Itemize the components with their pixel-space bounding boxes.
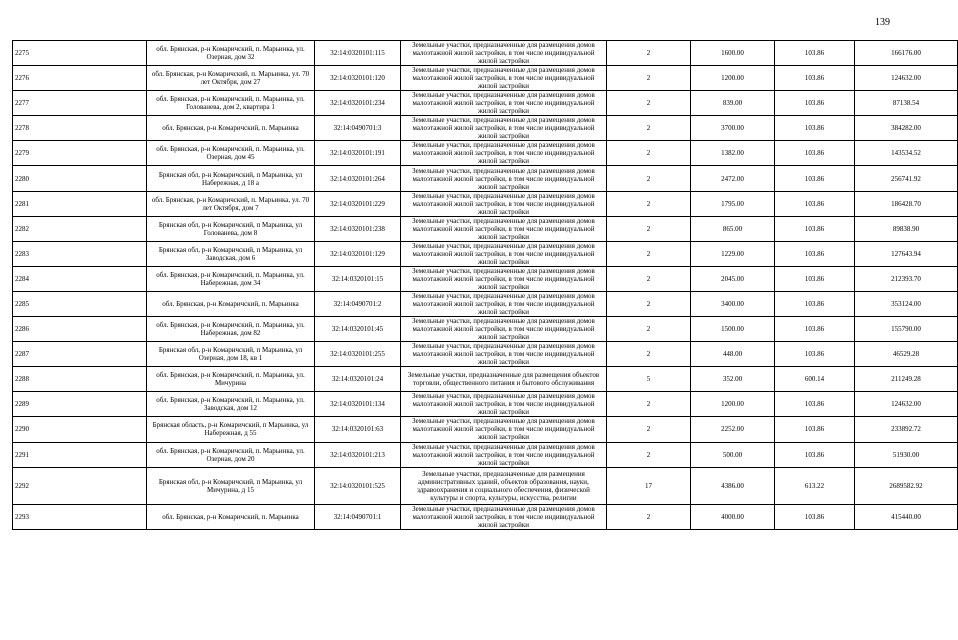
land-use-cell: Земельные участки, предназначенные для размещения домов малоэтажной жилой застройки, в том числе индивидуальной жилой застройки — [401, 216, 607, 241]
category-code-cell: 5 — [607, 367, 691, 392]
cadastral-number-cell: 32:14:0320101:264 — [315, 166, 401, 191]
cadastral-number-cell: 32:14:0320101:129 — [315, 241, 401, 266]
land-registry-table — [12, 40, 958, 530]
cadastral-value-cell: 124632.00 — [855, 392, 958, 417]
area-cell: 1229.00 — [691, 241, 775, 266]
cadastral-number-cell: 32:14:0320101:15 — [315, 266, 401, 291]
specific-value-cell: 103.86 — [775, 166, 855, 191]
category-code-cell: 2 — [607, 91, 691, 116]
land-use-cell: Земельные участки, предназначенные для размещения домов малоэтажной жилой застройки, в том числе индивидуальной жилой застройки — [401, 66, 607, 91]
table-row — [13, 392, 958, 417]
address-cell: обл. Брянская, р-н Комаричский, п. Марьинка, ул. Набережная, дом 34 — [147, 266, 315, 291]
specific-value-cell: 103.86 — [775, 66, 855, 91]
table-row — [13, 66, 958, 91]
category-code-cell: 2 — [607, 392, 691, 417]
specific-value-cell: 103.86 — [775, 191, 855, 216]
specific-value-cell: 103.86 — [775, 241, 855, 266]
cadastral-number-cell: 32:14:0490701:3 — [315, 116, 401, 141]
cadastral-value-cell: 89838.90 — [855, 216, 958, 241]
page-number: 139 — [875, 17, 890, 28]
specific-value-cell: 103.86 — [775, 141, 855, 166]
address-cell: обл. Брянская, р-н Комаричский, п. Марьинка, ул. Голованева, дом 2, квартира 1 — [147, 91, 315, 116]
area-cell: 352.00 — [691, 367, 775, 392]
cadastral-value-cell: 415440.00 — [855, 504, 958, 529]
area-cell: 1600.00 — [691, 41, 775, 66]
row-number: 2293 — [13, 504, 147, 529]
row-number: 2288 — [13, 367, 147, 392]
row-number: 2275 — [13, 41, 147, 66]
land-use-cell: Земельные участки, предназначенные для размещения домов малоэтажной жилой застройки, в том числе индивидуальной жилой застройки — [401, 241, 607, 266]
row-number: 2284 — [13, 266, 147, 291]
cadastral-number-cell: 32:14:0490701:1 — [315, 504, 401, 529]
specific-value-cell: 600.14 — [775, 367, 855, 392]
area-cell: 448.00 — [691, 342, 775, 367]
area-cell: 500.00 — [691, 442, 775, 467]
specific-value-cell: 103.86 — [775, 504, 855, 529]
cadastral-number-cell: 32:14:0320101:24 — [315, 367, 401, 392]
row-number: 2279 — [13, 141, 147, 166]
row-number: 2281 — [13, 191, 147, 216]
cadastral-value-cell: 143534.52 — [855, 141, 958, 166]
table-row — [13, 442, 958, 467]
specific-value-cell: 103.86 — [775, 417, 855, 442]
area-cell: 1500.00 — [691, 317, 775, 342]
category-code-cell: 2 — [607, 166, 691, 191]
cadastral-number-cell: 32:14:0490701:2 — [315, 291, 401, 316]
cadastral-number-cell: 32:14:0320101:120 — [315, 66, 401, 91]
category-code-cell: 2 — [607, 216, 691, 241]
cadastral-number-cell: 32:14:0320101:229 — [315, 191, 401, 216]
address-cell: обл. Брянская, р-н Комаричский, п. Марьинка, ул. 70 лет Октября, дом 7 — [147, 191, 315, 216]
land-use-cell: Земельные участки, предназначенные для размещения домов малоэтажной жилой застройки, в том числе индивидуальной жилой застройки — [401, 417, 607, 442]
cadastral-value-cell: 51930.00 — [855, 442, 958, 467]
address-cell: Брянская обл, р-н Комаричский, п Марьинка, ул Набережная, д 18 а — [147, 166, 315, 191]
cadastral-value-cell: 127643.94 — [855, 241, 958, 266]
address-cell: обл. Брянская, р-н Комаричский, п. Марьинка — [147, 291, 315, 316]
cadastral-value-cell: 124632.00 — [855, 66, 958, 91]
area-cell: 2472.00 — [691, 166, 775, 191]
cadastral-value-cell: 186428.70 — [855, 191, 958, 216]
row-number: 2291 — [13, 442, 147, 467]
row-number: 2277 — [13, 91, 147, 116]
address-cell: обл. Брянская, р-н Комаричский, п. Марьинка — [147, 116, 315, 141]
table-row — [13, 417, 958, 442]
category-code-cell: 2 — [607, 342, 691, 367]
specific-value-cell: 103.86 — [775, 317, 855, 342]
land-use-cell: Земельные участки, предназначенные для размещения домов малоэтажной жилой застройки, в том числе индивидуальной жилой застройки — [401, 91, 607, 116]
category-code-cell: 2 — [607, 116, 691, 141]
address-cell: обл. Брянская, р-н Комаричский, п. Марьинка — [147, 504, 315, 529]
address-cell: Брянская обл, р-н Комаричский, п Марьинка, ул Мичурина, д 15 — [147, 467, 315, 504]
table-row — [13, 241, 958, 266]
area-cell: 3700.00 — [691, 116, 775, 141]
category-code-cell: 2 — [607, 442, 691, 467]
area-cell: 4000.00 — [691, 504, 775, 529]
land-use-cell: Земельные участки, предназначенные для размещения объектов торговли, общественного питания и бытового обслуживания — [401, 367, 607, 392]
table-row — [13, 342, 958, 367]
address-cell: обл. Брянская, р-н Комаричский, п. Марьинка, ул. Озерная, дом 45 — [147, 141, 315, 166]
row-number: 2283 — [13, 241, 147, 266]
specific-value-cell: 103.86 — [775, 442, 855, 467]
specific-value-cell: 103.86 — [775, 116, 855, 141]
cadastral-number-cell: 32:14:0320101:191 — [315, 141, 401, 166]
area-cell: 1382.00 — [691, 141, 775, 166]
category-code-cell: 2 — [607, 504, 691, 529]
cadastral-value-cell: 155790.00 — [855, 317, 958, 342]
cadastral-number-cell: 32:14:0320101:525 — [315, 467, 401, 504]
land-use-cell: Земельные участки, предназначенные для размещения домов малоэтажной жилой застройки, в том числе индивидуальной жилой застройки — [401, 191, 607, 216]
cadastral-value-cell: 2689582.92 — [855, 467, 958, 504]
specific-value-cell: 103.86 — [775, 216, 855, 241]
address-cell: Брянская обл, р-н Комаричский, п Марьинка, ул Озерная, дом 18, кв 1 — [147, 342, 315, 367]
specific-value-cell: 103.86 — [775, 266, 855, 291]
table-row — [13, 467, 958, 504]
row-number: 2292 — [13, 467, 147, 504]
row-number: 2285 — [13, 291, 147, 316]
category-code-cell: 2 — [607, 191, 691, 216]
cadastral-number-cell: 32:14:0320101:255 — [315, 342, 401, 367]
area-cell: 1200.00 — [691, 392, 775, 417]
cadastral-value-cell: 256741.92 — [855, 166, 958, 191]
area-cell: 2252.00 — [691, 417, 775, 442]
table-row — [13, 191, 958, 216]
cadastral-value-cell: 211249.28 — [855, 367, 958, 392]
address-cell: обл. Брянская, р-н Комаричский, п. Марьинка, ул. Набережная, дом 82 — [147, 317, 315, 342]
cadastral-value-cell: 166176.00 — [855, 41, 958, 66]
address-cell: Брянская обл, р-н Комаричский, п Марьинка, ул Заводская, дом 6 — [147, 241, 315, 266]
cadastral-value-cell: 46529.28 — [855, 342, 958, 367]
land-use-cell: Земельные участки, предназначенные для размещения домов малоэтажной жилой застройки, в том числе индивидуальной жилой застройки — [401, 504, 607, 529]
area-cell: 1200.00 — [691, 66, 775, 91]
address-cell: обл. Брянская, р-н Комаричский, п. Марьинка, ул. Заводская, дом 12 — [147, 392, 315, 417]
specific-value-cell: 103.86 — [775, 91, 855, 116]
land-use-cell: Земельные участки, предназначенные для размещения домов малоэтажной жилой застройки, в том числе индивидуальной жилой застройки — [401, 166, 607, 191]
cadastral-number-cell: 32:14:0320101:63 — [315, 417, 401, 442]
table-row — [13, 291, 958, 316]
category-code-cell: 2 — [607, 41, 691, 66]
table-row — [13, 41, 958, 66]
category-code-cell: 17 — [607, 467, 691, 504]
land-use-cell: Земельные участки, предназначенные для размещения домов малоэтажной жилой застройки, в том числе индивидуальной жилой застройки — [401, 342, 607, 367]
row-number: 2280 — [13, 166, 147, 191]
table-row — [13, 317, 958, 342]
specific-value-cell: 613.22 — [775, 467, 855, 504]
area-cell: 3400.00 — [691, 291, 775, 316]
table-row — [13, 141, 958, 166]
land-use-cell: Земельные участки, предназначенные для размещения домов малоэтажной жилой застройки, в том числе индивидуальной жилой застройки — [401, 266, 607, 291]
table-row — [13, 116, 958, 141]
specific-value-cell: 103.86 — [775, 291, 855, 316]
area-cell: 4386.00 — [691, 467, 775, 504]
land-use-cell: Земельные участки, предназначенные для размещения домов малоэтажной жилой застройки, в том числе индивидуальной жилой застройки — [401, 141, 607, 166]
cadastral-value-cell: 384282.00 — [855, 116, 958, 141]
row-number: 2290 — [13, 417, 147, 442]
area-cell: 839.00 — [691, 91, 775, 116]
category-code-cell: 2 — [607, 141, 691, 166]
land-use-cell: Земельные участки, предназначенные для размещения административных зданий, объектов образования, науки, здравоохранения и социального обеспечения, физической культуры и спорта, культуры, искусства, религии — [401, 467, 607, 504]
address-cell: Брянская обл, р-н Комаричский, п Марьинка, ул Голованева, дом 8 — [147, 216, 315, 241]
cadastral-number-cell: 32:14:0320101:213 — [315, 442, 401, 467]
area-cell: 2045.00 — [691, 266, 775, 291]
table-row — [13, 266, 958, 291]
address-cell: обл. Брянская, р-н Комаричский, п. Марьинка, ул. Мичурина — [147, 367, 315, 392]
table-row — [13, 216, 958, 241]
category-code-cell: 2 — [607, 241, 691, 266]
row-number: 2278 — [13, 116, 147, 141]
row-number: 2282 — [13, 216, 147, 241]
cadastral-value-cell: 212393.70 — [855, 266, 958, 291]
category-code-cell: 2 — [607, 417, 691, 442]
table-body — [13, 41, 958, 530]
land-use-cell: Земельные участки, предназначенные для размещения домов малоэтажной жилой застройки, в том числе индивидуальной жилой застройки — [401, 442, 607, 467]
land-use-cell: Земельные участки, предназначенные для размещения домов малоэтажной жилой застройки, в том числе индивидуальной жилой застройки — [401, 291, 607, 316]
category-code-cell: 2 — [607, 66, 691, 91]
cadastral-value-cell: 233892.72 — [855, 417, 958, 442]
cadastral-number-cell: 32:14:0320101:234 — [315, 91, 401, 116]
table-row — [13, 504, 958, 529]
area-cell: 1795.00 — [691, 191, 775, 216]
category-code-cell: 2 — [607, 266, 691, 291]
row-number: 2289 — [13, 392, 147, 417]
area-cell: 865.00 — [691, 216, 775, 241]
specific-value-cell: 103.86 — [775, 41, 855, 66]
specific-value-cell: 103.86 — [775, 392, 855, 417]
land-use-cell: Земельные участки, предназначенные для размещения домов малоэтажной жилой застройки, в том числе индивидуальной жилой застройки — [401, 392, 607, 417]
address-cell: обл. Брянская, р-н Комаричский, п. Марьинка, ул. Озерная, дом 20 — [147, 442, 315, 467]
row-number: 2287 — [13, 342, 147, 367]
specific-value-cell: 103.86 — [775, 342, 855, 367]
land-use-cell: Земельные участки, предназначенные для размещения домов малоэтажной жилой застройки, в том числе индивидуальной жилой застройки — [401, 41, 607, 66]
address-cell: обл. Брянская, р-н Комаричский, п. Марьинка, ул. Озерная, дом 32 — [147, 41, 315, 66]
land-use-cell: Земельные участки, предназначенные для размещения домов малоэтажной жилой застройки, в том числе индивидуальной жилой застройки — [401, 317, 607, 342]
cadastral-value-cell: 87138.54 — [855, 91, 958, 116]
cadastral-value-cell: 353124.00 — [855, 291, 958, 316]
table-row — [13, 166, 958, 191]
table-row — [13, 91, 958, 116]
address-cell: обл. Брянская, р-н Комаричский, п. Марьинка, ул. 70 лет Октября, дом 27 — [147, 66, 315, 91]
cadastral-number-cell: 32:14:0320101:45 — [315, 317, 401, 342]
cadastral-number-cell: 32:14:0320101:238 — [315, 216, 401, 241]
row-number: 2286 — [13, 317, 147, 342]
row-number: 2276 — [13, 66, 147, 91]
category-code-cell: 2 — [607, 291, 691, 316]
land-use-cell: Земельные участки, предназначенные для размещения домов малоэтажной жилой застройки, в том числе индивидуальной жилой застройки — [401, 116, 607, 141]
cadastral-number-cell: 32:14:0320101:115 — [315, 41, 401, 66]
category-code-cell: 2 — [607, 317, 691, 342]
cadastral-number-cell: 32:14:0320101:134 — [315, 392, 401, 417]
table-row — [13, 367, 958, 392]
address-cell: Брянская область, р-н Комаричский, п Марьинка, ул Набережная, д 55 — [147, 417, 315, 442]
